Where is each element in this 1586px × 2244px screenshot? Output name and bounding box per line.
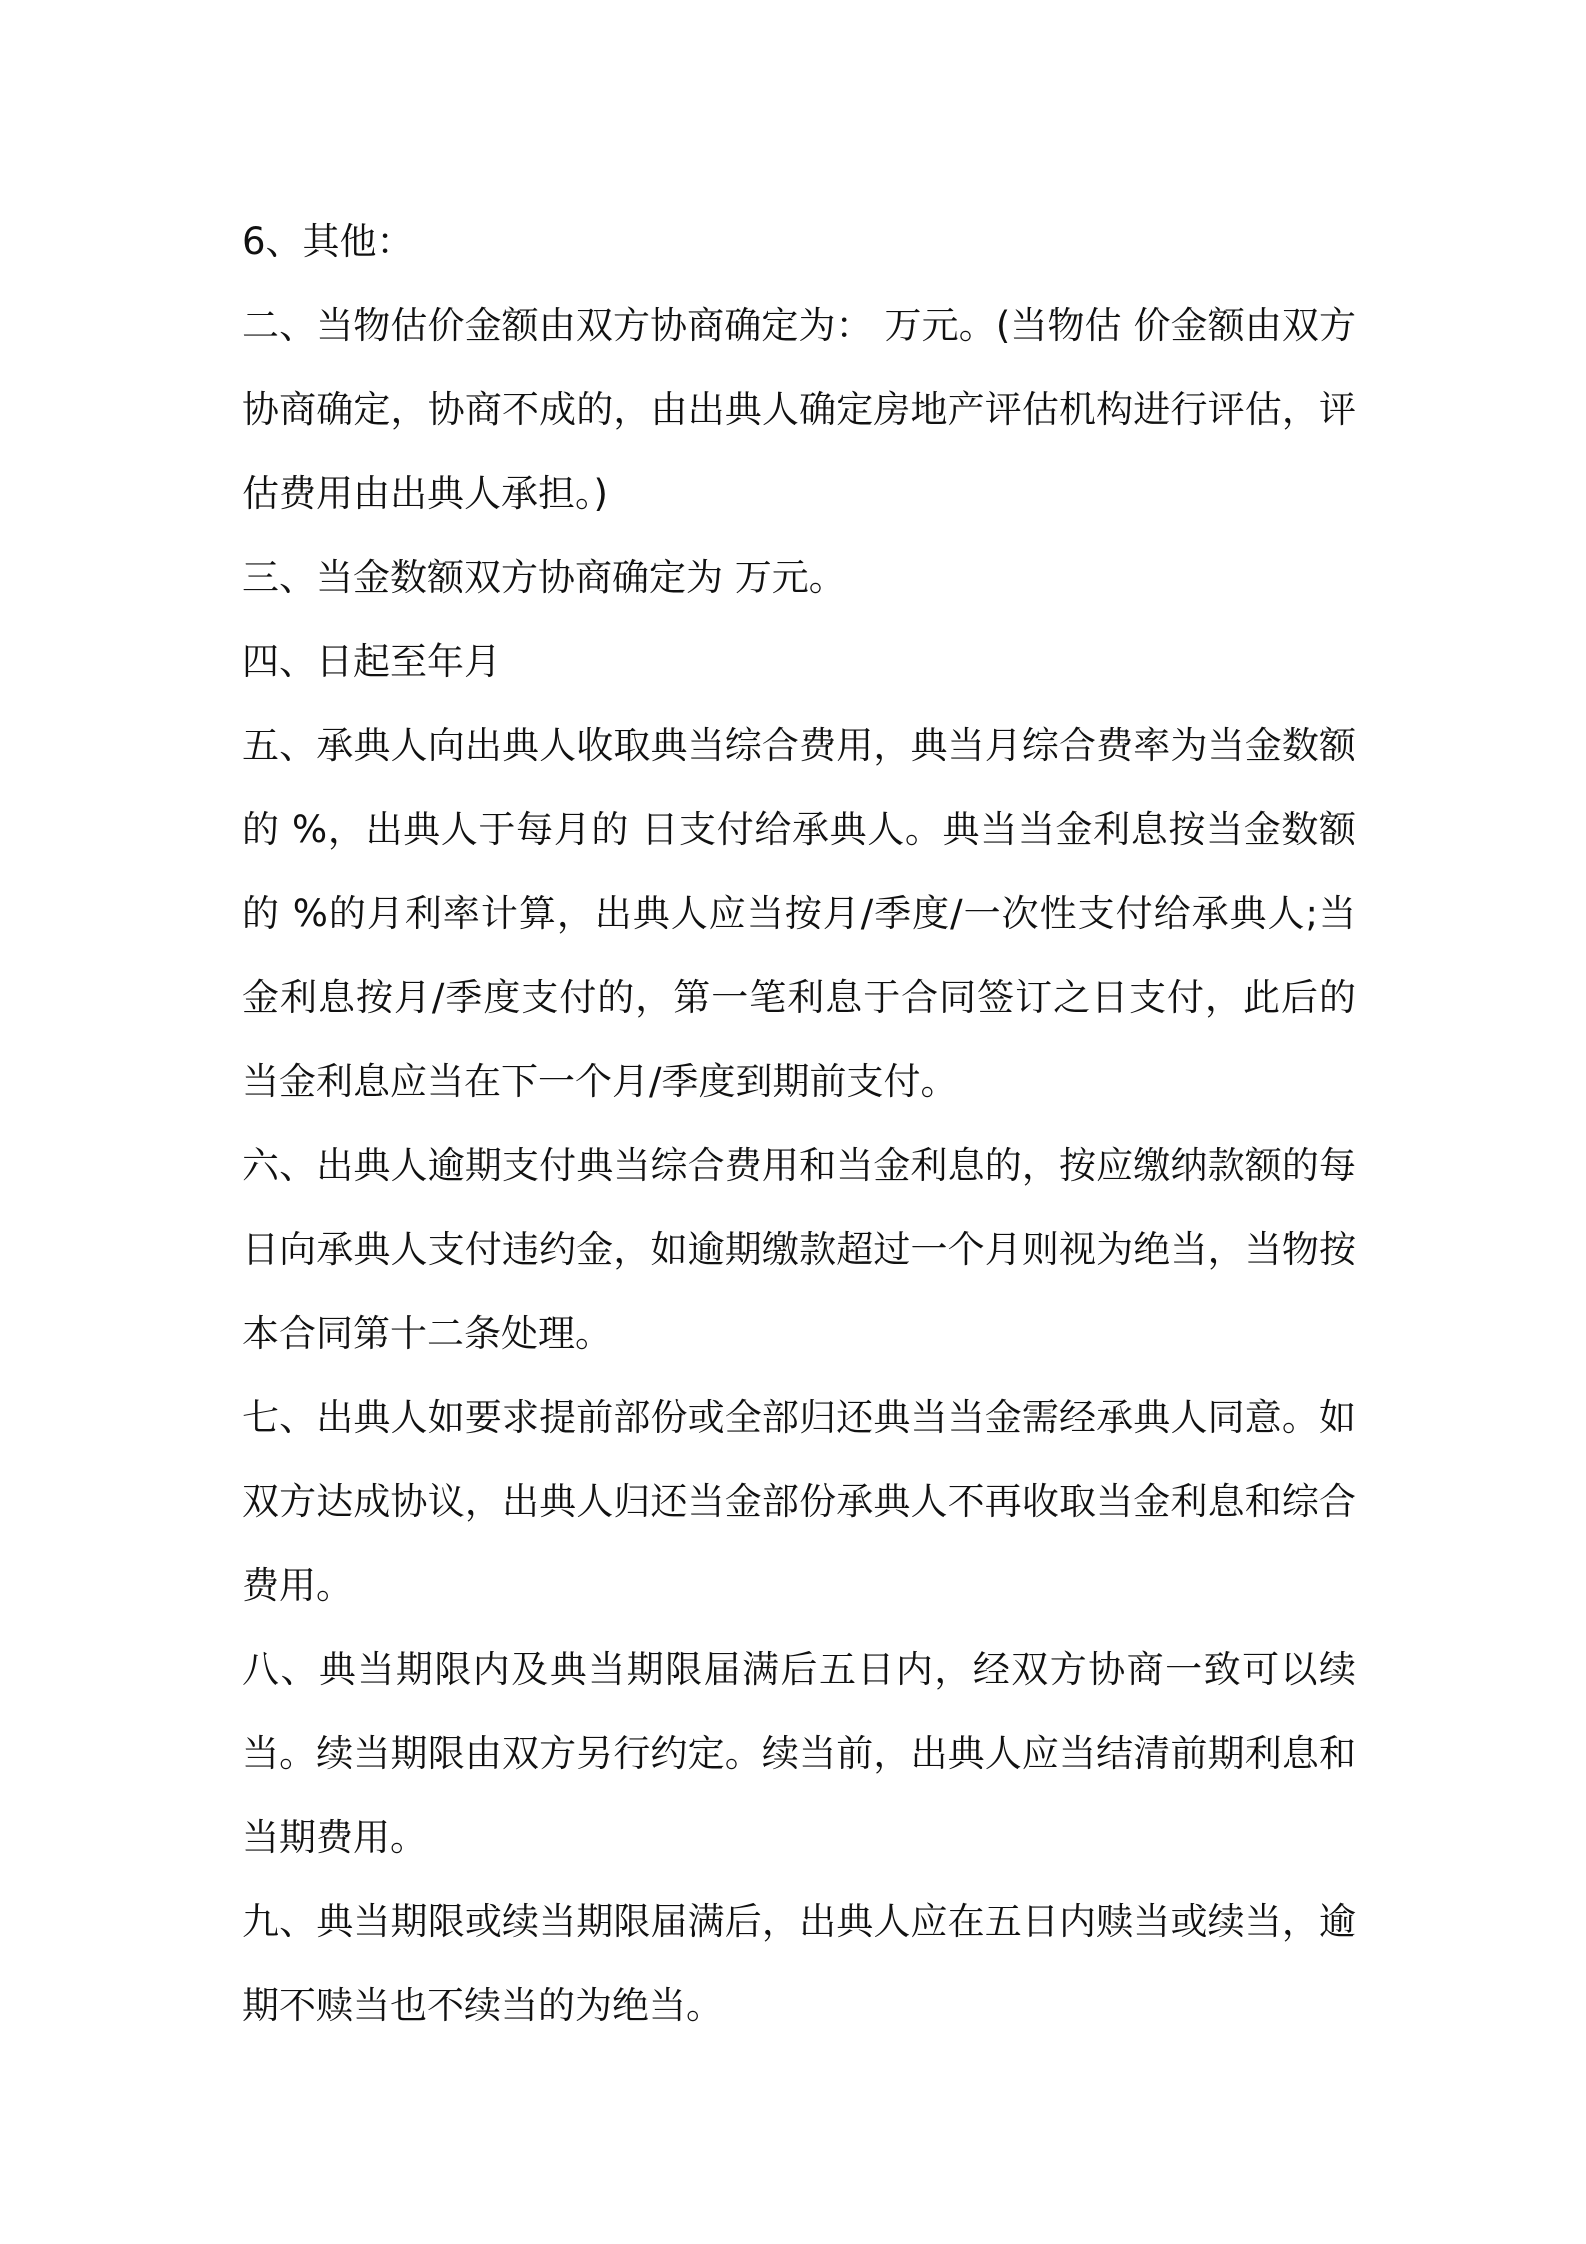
paragraph-clause-6: 六、出典人逾期支付典当综合费用和当金利息的，按应缴纳款额的每日向承典人支付违约金，如逾期缴款超过一个月则视为绝当，当物按本合同第十二条处理。 <box>242 1144 1356 1355</box>
paragraph-other: 6、其他： <box>242 220 414 263</box>
paragraph-clause-7: 七、出典人如要求提前部份或全部归还典当当金需经承典人同意。如双方达成协议，出典人归还当金部份承典人不再收取当金利息和综合费用。 <box>242 1396 1356 1607</box>
paragraph-clause-5: 五、承典人向出典人收取典当综合费用，典当月综合费率为当金数额的 %，出典人于每月的 日支付给承典人。典当当金利息按当金数额的 %的月利率计算，出典人应当按月/季度/一次性支付给承典人;当金利息按月/季度支付的，第一笔利息于合同签订之日支付，此后的当金利息应当在下一个月/季度到期前支付。 <box>242 724 1356 1103</box>
paragraph-clause-8: 八、典当期限内及典当期限届满后五日内，经双方协商一致可以续当。续当期限由双方另行约定。续当前，出典人应当结清前期利息和当期费用。 <box>242 1648 1356 1859</box>
paragraph-clause-2: 二、当物估价金额由双方协商确定为： 万元。(当物估 价金额由双方协商确定，协商不成的，由出典人确定房地产评估机构进行评估，评估费用由出典人承担。) <box>242 304 1356 515</box>
paragraph-clause-3: 三、当金数额双方协商确定为 万元。 <box>242 556 846 599</box>
paragraph-clause-4: 四、日起至年月 <box>242 640 501 683</box>
document-body <box>242 200 1356 2048</box>
paragraph-clause-9: 九、典当期限或续当期限届满后，出典人应在五日内赎当或续当，逾期不赎当也不续当的为绝当。 <box>242 1900 1356 2027</box>
